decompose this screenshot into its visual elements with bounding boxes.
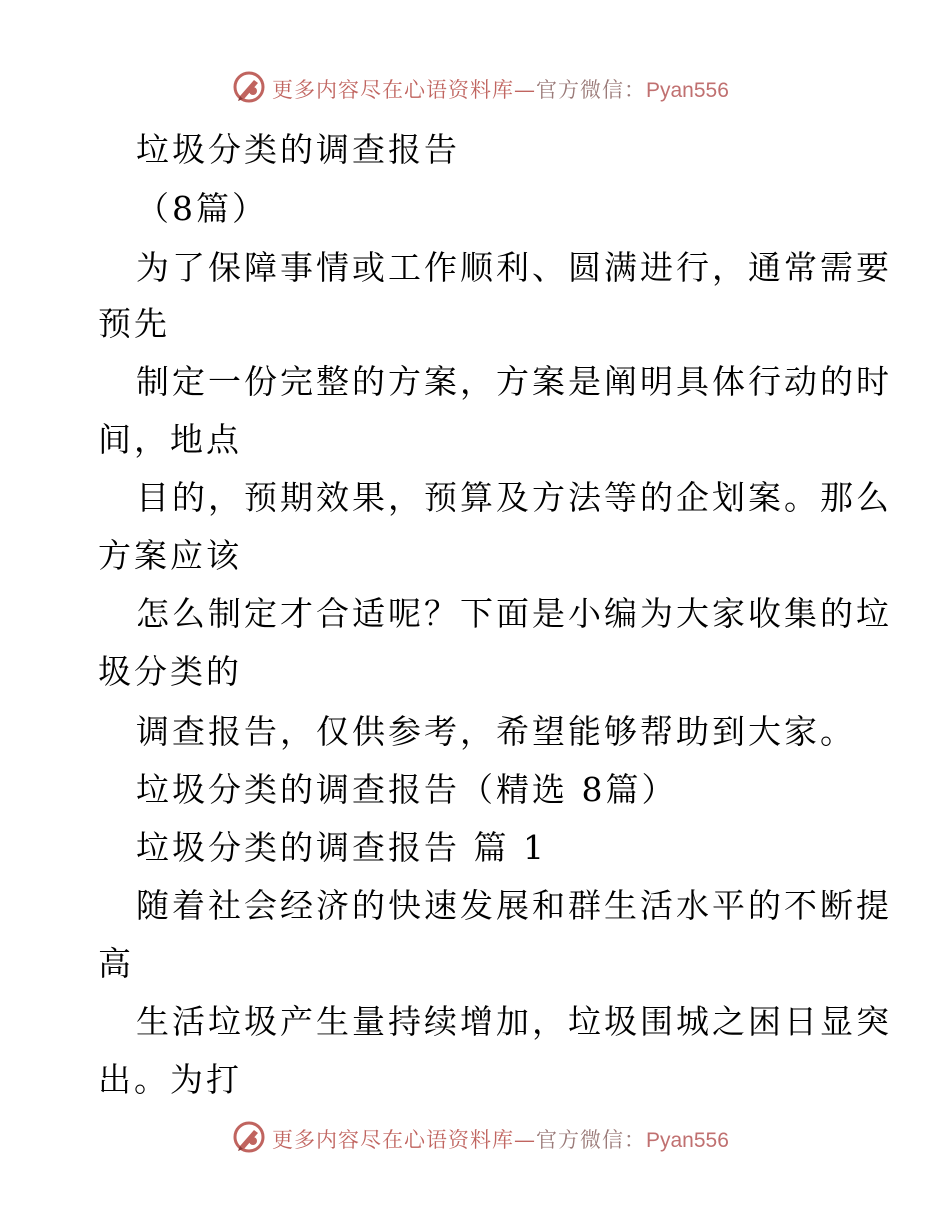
- paragraph-line: 预先: [98, 304, 170, 343]
- footer-watermark: [0, 1118, 950, 1158]
- pen-logo-icon: [232, 70, 266, 104]
- header-watermark: [0, 68, 950, 108]
- watermark-wechat-label: 官方微信：: [536, 1128, 646, 1152]
- watermark-dash: —: [514, 1128, 536, 1152]
- paragraph-line: 怎么制定才合适呢？下面是小编为大家收集的垃: [136, 594, 892, 633]
- watermark-wechat-id: Pyan556: [646, 79, 729, 102]
- paragraph-line: 为了保障事情或工作顺利、圆满进行，通常需要: [136, 248, 892, 287]
- pen-logo-icon: [232, 1120, 266, 1154]
- watermark-wechat-label: 官方微信：: [536, 78, 646, 102]
- paragraph-line: 出。为打: [98, 1060, 242, 1099]
- paragraph-line: 调查报告，仅供参考，希望能够帮助到大家。: [136, 712, 856, 751]
- document-title: 垃圾分类的调查报告: [136, 130, 460, 169]
- paragraph-line: 高: [98, 944, 134, 983]
- paragraph-line: 圾分类的: [98, 652, 242, 691]
- paragraph-line: 制定一份完整的方案，方案是阐明具体行动的时: [136, 362, 892, 401]
- paragraph-line: 目的，预期效果，预算及方法等的企划案。那么: [136, 478, 892, 517]
- watermark-text: [272, 1124, 729, 1154]
- paragraph-line: 方案应该: [98, 536, 242, 575]
- section-heading: 垃圾分类的调查报告 篇 1: [136, 828, 547, 867]
- paragraph-line: 生活垃圾产生量持续增加，垃圾围城之困日显突: [136, 1002, 892, 1041]
- watermark-main: 更多内容尽在心语资料库: [272, 78, 514, 102]
- watermark-dash: —: [514, 78, 536, 102]
- section-heading: 垃圾分类的调查报告（精选 8篇）: [136, 770, 678, 809]
- watermark-main: 更多内容尽在心语资料库: [272, 1128, 514, 1152]
- watermark-wechat-id: Pyan556: [646, 1129, 729, 1152]
- paragraph-line: 间，地点: [98, 420, 242, 459]
- document-subtitle: （8篇）: [136, 189, 268, 228]
- paragraph-line: 随着社会经济的快速发展和群生活水平的不断提: [136, 886, 892, 925]
- watermark-text: [272, 74, 729, 104]
